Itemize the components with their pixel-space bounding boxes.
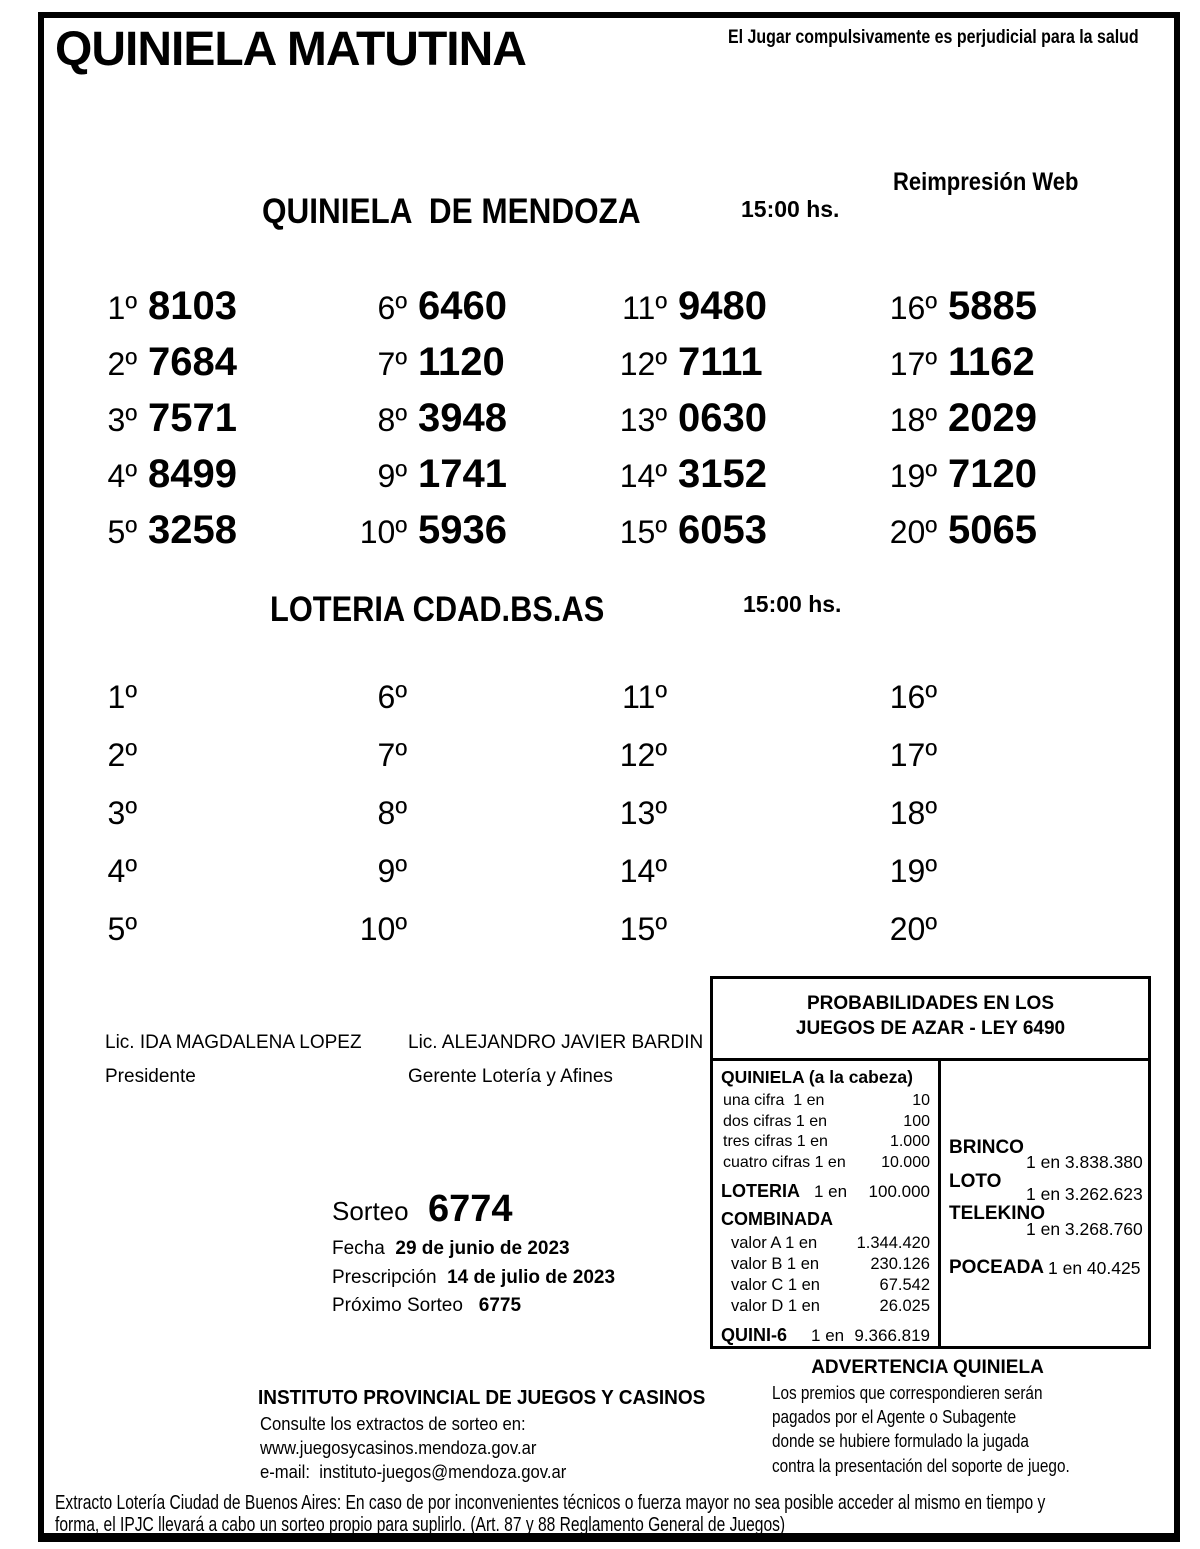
result-position: 1º: [107, 290, 137, 326]
result-number: 6460: [418, 284, 507, 328]
result-position: 4º: [107, 458, 137, 494]
result-row: [855, 334, 1135, 390]
prescripcion-label: Prescripción: [332, 1267, 437, 1288]
result-number: 8103: [148, 284, 237, 328]
odds-row: [713, 1296, 935, 1317]
odds-row: [713, 1112, 935, 1133]
result-position: 4º: [107, 853, 137, 889]
loteria-odds-label: LOTERIA: [721, 1181, 800, 1201]
combinada-odds-header: COMBINADA: [721, 1209, 833, 1229]
odds-value: 230.126: [870, 1255, 930, 1273]
bsas-results-column-1: [55, 668, 335, 958]
result-row: [855, 502, 1135, 558]
odds-label: cuatro cifras 1 en: [723, 1153, 846, 1171]
result-number: 5065: [948, 508, 1037, 552]
prescripcion-value: 14 de julio de 2023: [447, 1267, 616, 1288]
footer-disclaimer-line2: forma, el IPJC llevará a cabo un sorteo propio para suplirlo. (Art. 87 y 88 Reglamento General de Juegos): [55, 1514, 786, 1536]
result-position: 20º: [889, 514, 937, 550]
odds-value: 10: [912, 1092, 930, 1109]
result-row: [55, 726, 335, 784]
odds-value: 67.542: [879, 1276, 930, 1294]
result-row: [585, 900, 865, 958]
poceada-odds-value: 1 en 40.425: [1048, 1258, 1141, 1278]
mendoza-results-column-4: [855, 278, 1135, 558]
result-position: 15º: [619, 514, 667, 550]
proximo-sorteo-label: Próximo Sorteo: [332, 1295, 463, 1316]
sorteo-number: 6774: [428, 1188, 513, 1230]
odds-row: [713, 1233, 935, 1254]
result-number: 7684: [148, 340, 237, 384]
result-row: [855, 900, 1135, 958]
bsas-results-column-4: [855, 668, 1135, 958]
health-warning-text: El Jugar compulsivamente es perjudicial para la salud: [728, 27, 1139, 48]
result-row: [55, 842, 335, 900]
probabilities-title-line1: PROBABILIDADES EN LOS: [806, 993, 1055, 1014]
fecha-row: [332, 1238, 570, 1260]
result-number: 3152: [678, 452, 767, 496]
loteria-odds-value: 100.000: [868, 1182, 930, 1201]
telekino-odds-label: TELEKINO: [949, 1203, 1046, 1224]
odds-row: [713, 1153, 935, 1174]
advertencia-line: Los premios que correspondieren serán: [772, 1383, 1043, 1403]
result-number: 7571: [148, 396, 237, 440]
result-number: 7111: [678, 340, 763, 384]
result-row: [585, 842, 865, 900]
result-number: 5936: [418, 508, 507, 552]
odds-value: 100: [903, 1112, 930, 1130]
result-position: 11º: [622, 290, 667, 326]
odds-value: 10.000: [881, 1153, 930, 1171]
page-title: QUINIELA MATUTINA: [55, 23, 526, 76]
result-position: 7º: [377, 346, 407, 382]
result-row: [325, 784, 605, 842]
result-row: [585, 446, 865, 502]
result-position: 16º: [889, 679, 937, 715]
brinco-odds-label: BRINCO: [949, 1137, 1024, 1158]
result-position: 6º: [377, 290, 407, 326]
probabilities-column-divider: [938, 1061, 941, 1346]
bsas-results-column-3: [585, 668, 865, 958]
result-row: [325, 502, 605, 558]
result-position: 18º: [889, 402, 937, 438]
fecha-label: Fecha: [332, 1238, 385, 1259]
result-position: 2º: [107, 346, 137, 382]
result-position: 10º: [359, 911, 407, 947]
result-row: [55, 900, 335, 958]
result-position: 19º: [889, 853, 937, 889]
result-row: [325, 334, 605, 390]
footer-disclaimer-line1: Extracto Lotería Ciudad de Buenos Aires: En caso de por inconvenientes técnicos o fuerza mayor no sea posible acceder al mismo en tiempo y: [55, 1492, 1046, 1514]
result-row: [585, 668, 865, 726]
official-president-name: Lic. IDA MAGDALENA LOPEZ: [105, 1032, 362, 1053]
mendoza-results-column-2: [325, 278, 605, 558]
result-row: [855, 390, 1135, 446]
loto-odds-value: 1 en 3.262.623: [1026, 1184, 1143, 1204]
loteria-odds-row: [713, 1180, 935, 1203]
result-row: [55, 668, 335, 726]
loto-odds-label: LOTO: [949, 1171, 1002, 1192]
odds-label: una cifra 1 en: [723, 1092, 825, 1109]
result-position: 13º: [619, 402, 667, 438]
result-number: 1120: [418, 340, 505, 384]
result-row: [55, 446, 335, 502]
probabilities-title-line2: JUEGOS DE AZAR - LEY 6490: [795, 1018, 1066, 1039]
result-position: 16º: [889, 290, 937, 326]
mendoza-section-title: QUINIELA DE MENDOZA: [262, 192, 641, 231]
result-position: 17º: [889, 737, 937, 773]
result-position: 8º: [377, 795, 407, 831]
institute-website: www.juegosycasinos.mendoza.gov.ar: [260, 1437, 537, 1458]
result-position: 1º: [107, 679, 137, 715]
result-position: 5º: [107, 514, 137, 550]
probabilities-box-title: [713, 979, 1148, 1061]
result-row: [585, 502, 865, 558]
loteria-odds-mid: 1 en: [814, 1182, 848, 1201]
result-row: [325, 390, 605, 446]
result-row: [585, 334, 865, 390]
result-row: [55, 502, 335, 558]
result-number: 0630: [678, 396, 767, 440]
bsas-draw-time: 15:00 hs.: [743, 591, 842, 617]
result-number: 5885: [948, 284, 1037, 328]
institute-consult-line: Consulte los extractos de sorteo en:: [260, 1413, 526, 1434]
result-position: 2º: [107, 737, 137, 773]
result-row: [855, 784, 1135, 842]
odds-label: dos cifras 1 en: [723, 1112, 828, 1130]
result-row: [855, 726, 1135, 784]
bsas-section-title: LOTERIA CDAD.BS.AS: [270, 590, 605, 629]
advertencia-title: ADVERTENCIA QUINIELA: [811, 1357, 1044, 1378]
odds-row: [713, 1275, 935, 1296]
odds-value: 1.344.420: [856, 1234, 930, 1252]
result-position: 6º: [377, 679, 407, 715]
result-row: [855, 842, 1135, 900]
result-position: 13º: [619, 795, 667, 831]
result-row: [855, 446, 1135, 502]
result-position: 15º: [619, 911, 667, 947]
result-row: [55, 334, 335, 390]
odds-value: 26.025: [879, 1297, 930, 1315]
mendoza-draw-time: 15:00 hs.: [741, 196, 840, 222]
prescripcion-row: [332, 1267, 615, 1289]
result-row: [325, 900, 605, 958]
official-manager-role: Gerente Lotería y Afines: [408, 1066, 613, 1087]
result-number: 1162: [948, 340, 1035, 384]
odds-row: [713, 1091, 935, 1112]
result-position: 12º: [619, 737, 667, 773]
result-position: 14º: [619, 458, 667, 494]
bsas-results-column-2: [325, 668, 605, 958]
result-position: 17º: [889, 346, 937, 382]
result-position: 9º: [377, 853, 407, 889]
result-row: [325, 726, 605, 784]
result-number: 9480: [678, 284, 767, 328]
mendoza-results-column-1: [55, 278, 335, 558]
advertencia-line: contra la presentación del soporte de juego.: [772, 1456, 1070, 1476]
result-row: [55, 784, 335, 842]
result-number: 1741: [418, 452, 507, 496]
probabilities-left-column: [713, 1063, 935, 1347]
result-row: [585, 784, 865, 842]
result-position: 5º: [107, 911, 137, 947]
fecha-value: 29 de junio de 2023: [395, 1238, 570, 1259]
result-position: 7º: [377, 737, 407, 773]
quini6-odds-value: 9.366.819: [854, 1326, 930, 1345]
sorteo-label: Sorteo: [332, 1196, 409, 1226]
odds-label: valor D 1 en: [731, 1297, 820, 1315]
odds-value: 1.000: [889, 1133, 930, 1150]
official-manager-name: Lic. ALEJANDRO JAVIER BARDIN: [408, 1032, 704, 1053]
result-row: [585, 726, 865, 784]
proximo-sorteo-row: [332, 1295, 521, 1317]
result-number: 3948: [418, 396, 507, 440]
result-number: 2029: [948, 396, 1037, 440]
result-position: 10º: [359, 514, 407, 550]
result-row: [325, 446, 605, 502]
result-number: 6053: [678, 508, 767, 552]
poceada-odds-label: POCEADA: [949, 1257, 1045, 1278]
odds-label: valor A 1 en: [731, 1234, 818, 1252]
result-number: 7120: [948, 452, 1037, 496]
official-president-role: Presidente: [105, 1066, 196, 1087]
result-row: [55, 278, 335, 334]
result-position: 11º: [622, 679, 667, 715]
result-position: 14º: [619, 853, 667, 889]
result-row: [325, 668, 605, 726]
institute-name: INSTITUTO PROVINCIAL DE JUEGOS Y CASINOS: [258, 1387, 706, 1409]
advertencia-line: pagados por el Agente o Subagente: [772, 1407, 1017, 1427]
result-number: 8499: [148, 452, 237, 496]
result-row: [855, 668, 1135, 726]
result-position: 19º: [889, 458, 937, 494]
quini6-odds-mid: 1 en: [811, 1326, 845, 1345]
result-position: 3º: [107, 795, 137, 831]
result-position: 9º: [377, 458, 407, 494]
result-position: 3º: [107, 402, 137, 438]
result-position: 20º: [889, 911, 937, 947]
odds-row: [713, 1254, 935, 1275]
result-row: [55, 390, 335, 446]
odds-label: valor B 1 en: [731, 1255, 820, 1273]
odds-label: tres cifras 1 en: [723, 1133, 828, 1150]
odds-label: valor C 1 en: [731, 1276, 820, 1294]
mendoza-results-column-3: [585, 278, 865, 558]
proximo-sorteo-value: 6775: [478, 1295, 522, 1316]
telekino-odds-value: 1 en 3.268.760: [1026, 1219, 1143, 1239]
probabilities-box: [710, 976, 1151, 1349]
quiniela-odds-header: QUINIELA (a la cabeza): [721, 1067, 913, 1087]
odds-row: [713, 1132, 935, 1153]
result-row: [585, 390, 865, 446]
advertencia-line: donde se hubiere formulado la jugada: [772, 1431, 1029, 1451]
result-row: [325, 842, 605, 900]
quini6-odds-label: QUINI-6: [721, 1325, 788, 1345]
web-reprint-label: Reimpresión Web: [893, 168, 1079, 196]
result-row: [855, 278, 1135, 334]
result-number: 3258: [148, 508, 237, 552]
result-row: [325, 278, 605, 334]
result-position: 12º: [619, 346, 667, 382]
result-position: 8º: [377, 402, 407, 438]
quini6-odds-row: [713, 1324, 935, 1347]
brinco-odds-value: 1 en 3.838.380: [1026, 1152, 1143, 1172]
result-position: 18º: [889, 795, 937, 831]
institute-email: e-mail: instituto-juegos@mendoza.gov.ar: [260, 1461, 567, 1482]
result-row: [585, 278, 865, 334]
